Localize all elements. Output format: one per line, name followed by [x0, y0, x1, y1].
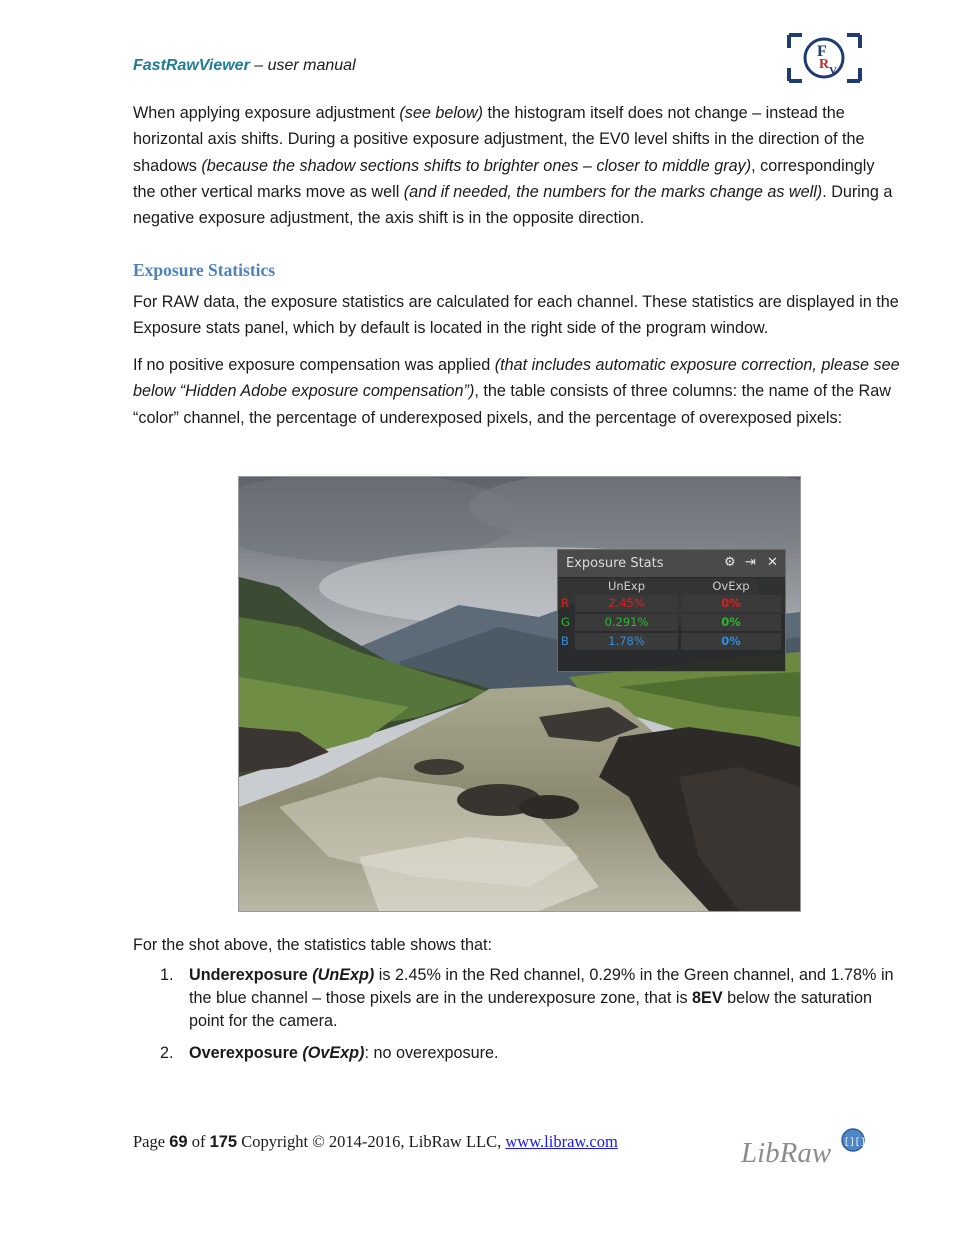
- unexp-value-b: 1.78%: [575, 633, 678, 650]
- p3-text-1: If no positive exposure compensation was applied: [133, 356, 495, 374]
- frv-logo-v: V: [829, 65, 837, 77]
- footer-page-word: Page: [133, 1132, 170, 1151]
- list-1-bold-2: 8EV: [692, 989, 723, 1007]
- gear-icon[interactable]: ⚙: [724, 555, 736, 570]
- libraw-website-link[interactable]: www.libraw.com: [505, 1132, 618, 1151]
- stats-row-green: [558, 613, 785, 632]
- p1-italic-1: (see below): [399, 104, 484, 122]
- footer-copyright: Copyright © 2014-2016, LibRaw LLC,: [237, 1132, 506, 1151]
- list-1-text-2: below the saturation point for the camera.: [189, 989, 873, 1030]
- header-suffix: – user manual: [249, 57, 356, 74]
- libraw-logo: [740, 1126, 868, 1170]
- p1-text-1: When applying exposure adjustment: [133, 104, 400, 122]
- p1-italic-3: (and if needed, the numbers for the marks change as well): [403, 182, 823, 201]
- p1-text-4: . During a negative exposure adjustment, the axis shift is in the opposite direction.: [133, 182, 893, 228]
- stats-panel-title: Exposure Stats: [566, 556, 664, 571]
- ovexp-value-g: 0%: [681, 614, 781, 631]
- footer-total-pages: 175: [209, 1133, 238, 1151]
- header-title: [133, 57, 356, 75]
- footer-of-word: of: [187, 1132, 210, 1151]
- col-header-ovexp: OvExp: [712, 579, 750, 593]
- p3-italic-1: (that includes automatic exposure correction, please see below “Hidden Adobe exposure compensation”): [133, 356, 900, 401]
- section-heading: Exposure Statistics: [133, 260, 276, 280]
- list-1-bold: Underexposure: [189, 966, 313, 984]
- paragraph-stats-summary: For the shot above, the statistics table shows that:: [133, 936, 493, 954]
- stats-header-row: [558, 578, 785, 594]
- ovexp-value-r: 0%: [681, 595, 781, 612]
- ovexp-value-b: 0%: [681, 633, 781, 650]
- header-brand: FastRawViewer: [133, 57, 250, 74]
- channel-label-r: R: [561, 596, 569, 610]
- list-1-text-1: is 2.45% in the Red channel, 0.29% in the Green channel, and 1.78% in the blue channel – those pixels are in the underexposure zone, that is: [189, 966, 894, 1007]
- libraw-logo-text: LibRaw: [741, 1137, 832, 1169]
- paragraph-exposure-adjustment: [133, 100, 901, 231]
- stats-row-red: [558, 594, 785, 613]
- list-body-1: [189, 964, 901, 1033]
- channel-label-b: B: [561, 634, 569, 648]
- p1-text-3: , correspondingly the other vertical marks move as well: [133, 156, 875, 201]
- list-body-2: [189, 1042, 901, 1065]
- river-landscape-photo: [238, 476, 801, 912]
- stats-title-bar[interactable]: [558, 550, 785, 578]
- stats-row-blue: [558, 632, 785, 651]
- p1-italic-2: (because the shadow sections shifts to brighter ones – closer to middle gray): [201, 156, 752, 175]
- unexp-value-r: 2.45%: [575, 595, 678, 612]
- list-1-bold-italic: (UnExp): [312, 966, 375, 984]
- p3-text-2: , the table consists of three columns: the name of the Raw “color” channel, the percentage of underexposed pixels, and the percentage of overexposed pixels:: [133, 382, 891, 427]
- export-icon[interactable]: ⇥: [745, 555, 756, 570]
- exposure-stats-panel: [557, 549, 786, 672]
- list-number-2: 2.: [160, 1044, 174, 1062]
- unexp-value-g: 0.291%: [575, 614, 678, 631]
- frv-logo-f: F: [817, 43, 827, 60]
- close-icon[interactable]: ✕: [767, 555, 778, 570]
- footer-page-number: 69: [169, 1133, 188, 1151]
- list-item-overexposure: [160, 1042, 900, 1066]
- libraw-logo-badge: [][]: [844, 1137, 866, 1147]
- paragraph-no-compensation: [133, 352, 901, 431]
- col-header-unexp: UnExp: [607, 579, 646, 593]
- list-number-1: 1.: [160, 966, 174, 984]
- paragraph-raw-data: For RAW data, the exposure statistics are calculated for each channel. These statistics are displayed in the Exposure stats panel, which by default is located in the right side of the program window.: [133, 293, 899, 338]
- frv-logo: [786, 32, 863, 84]
- list-2-bold-italic: (OvExp): [302, 1044, 365, 1062]
- frv-logo-r: R: [819, 57, 830, 72]
- list-item-underexposure: [160, 964, 900, 1034]
- page-footer: [133, 1132, 618, 1152]
- list-2-text-1: : no overexposure.: [364, 1044, 499, 1062]
- channel-label-g: G: [561, 615, 570, 629]
- p1-text-2: the histogram itself does not change – instead the horizontal axis shifts. During a positive exposure adjustment, the EV0 level shifts in the direction of the shadows: [133, 104, 865, 175]
- river-landscape-image: [239, 477, 800, 911]
- list-2-bold: Overexposure: [189, 1044, 303, 1062]
